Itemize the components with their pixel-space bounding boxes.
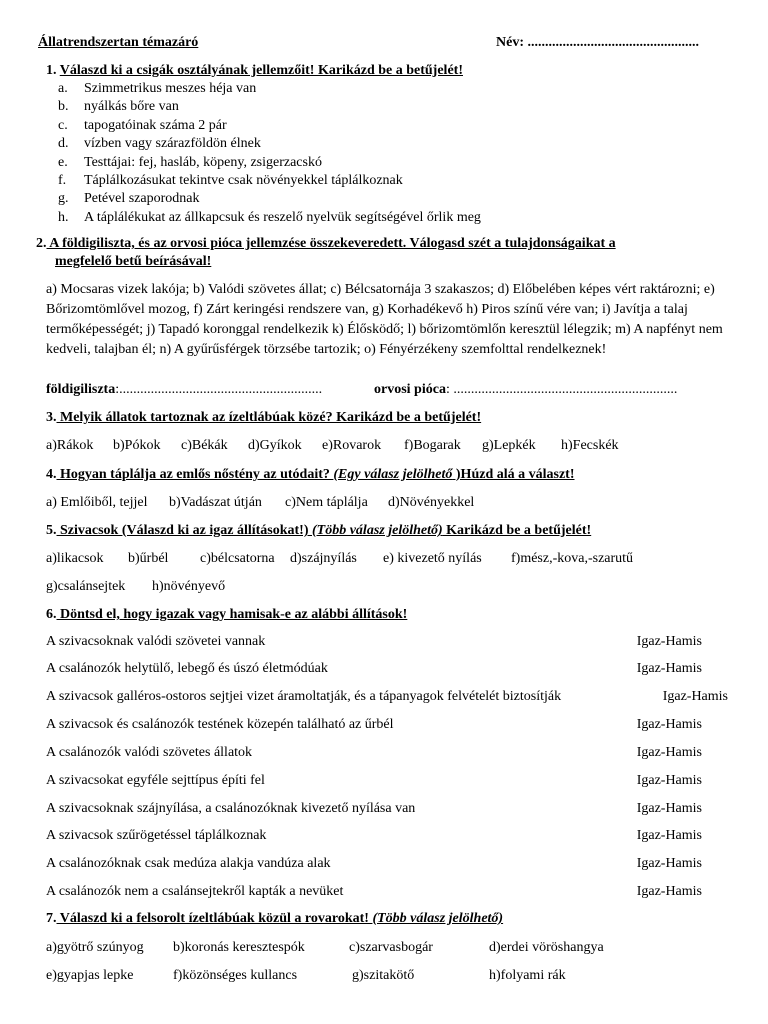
- q3-number: 3.: [46, 410, 57, 425]
- q5-option[interactable]: a)likacsok: [46, 551, 104, 566]
- q2-question-line2: megfelelő betű beírásával!: [55, 254, 212, 269]
- true-false-row: [46, 745, 706, 763]
- q4-question-a: Hogyan táplálja az emlős nőstény az utódait?: [56, 467, 334, 482]
- tf-answer-choice[interactable]: Igaz-Hamis: [636, 884, 702, 899]
- tf-answer-choice[interactable]: Igaz-Hamis: [636, 634, 702, 649]
- q7-option[interactable]: h)folyami rák: [489, 968, 566, 983]
- q5-question-b: (Több válasz jelölhető): [312, 523, 443, 538]
- q1-option-letter: c.: [58, 117, 68, 133]
- q1-heading: [46, 63, 463, 80]
- q4-number: 4.: [46, 467, 57, 482]
- tf-statement: A szivacsok és csalánozók testének közepén található az űrbél: [46, 717, 394, 732]
- q1-option-text: vízben vagy szárazföldön élnek: [84, 136, 261, 152]
- q2-answer-earthworm-label: földigiliszta: [46, 382, 116, 397]
- q3-option[interactable]: e)Rovarok: [322, 438, 382, 453]
- q5-option[interactable]: d)szájnyílás: [290, 551, 357, 566]
- q5-option[interactable]: b)űrbél: [128, 551, 169, 566]
- q2-properties-paragraph: a) Mocsaras vizek lakója; b) Valódi szövetes állat; c) Bélcsatornája 3 szakaszos; d) Előbelében képes vért raktározni; e) Bőrizomtömlővel mozog, f) Zárt keringési rendszere van, g) Korhadékevő h) Piros színű vére van; i) Javítja a talaj termőképességét; j) Tapadó koronggal rendelkezik k) Élősködő; l) bőrizomtömlőn keresztül lélegzik; m) A napfényt nem kedveli, talajban él; n) A gyűrűsférgek törzsébe tartozik; o) Fényérzékeny szemfolttal rendelkeznek!: [46, 282, 723, 357]
- q4-question-b: (Egy válasz jelölhető: [333, 467, 453, 482]
- tf-statement: A csalánozók helytülő, lebegő és úszó életmódúak: [46, 661, 328, 676]
- q1-option[interactable]: [58, 117, 481, 135]
- q4-option[interactable]: d)Növényekkel: [388, 495, 475, 510]
- q1-option-text: Táplálkozásukat tekintve csak növényekkel táplálkoznak: [84, 172, 403, 188]
- tf-answer-choice[interactable]: Igaz-Hamis: [636, 773, 702, 788]
- q7-option[interactable]: a)gyötrő szúnyog: [46, 940, 144, 955]
- q1-option[interactable]: [58, 135, 481, 153]
- q5-heading: [46, 523, 591, 540]
- tf-answer-choice[interactable]: Igaz-Hamis: [636, 745, 702, 760]
- q1-option-letter: g.: [58, 191, 69, 207]
- q1-option-text: Szimmetrikus meszes héja van: [84, 81, 257, 96]
- q2-answer-earthworm[interactable]: [46, 382, 322, 399]
- q1-option[interactable]: [58, 80, 481, 98]
- q1-option-text: tapogatóinak száma 2 pár: [84, 117, 227, 133]
- q4-option[interactable]: b)Vadászat útján: [169, 495, 262, 510]
- q2-answer-earthworm-dots: :..........................................................: [115, 382, 323, 397]
- tf-statement: A szivacsok galléros-ostoros sejtjei vizet áramoltatják, és a tápanyagok felvételét biztosítják: [46, 689, 562, 704]
- q7-option[interactable]: b)koronás keresztespók: [173, 940, 305, 955]
- q6-heading: [46, 607, 407, 624]
- q1-question: Válaszd ki a csigák osztályának jellemzőit! Karikázd be a betűjelét!: [59, 63, 463, 78]
- q2-answer-leech-label: orvosi pióca: [374, 382, 446, 397]
- q1-number: 1.: [46, 63, 57, 78]
- q3-option[interactable]: d)Gyíkok: [248, 438, 302, 453]
- q7-option[interactable]: d)erdei vöröshangya: [489, 940, 604, 955]
- q1-option[interactable]: [58, 172, 481, 190]
- q1-option-letter: f.: [58, 172, 67, 188]
- q3-question: Melyik állatok tartoznak az ízeltlábúak közé? Karikázd be a betűjelét!: [56, 410, 482, 425]
- q7-number: 7.: [46, 911, 57, 926]
- q1-option-letter: a.: [58, 81, 68, 96]
- tf-answer-choice[interactable]: Igaz-Hamis: [636, 661, 702, 676]
- q4-heading: [46, 467, 575, 484]
- q4-option[interactable]: c)Nem táplálja: [285, 495, 368, 510]
- q7-option[interactable]: e)gyapjas lepke: [46, 968, 134, 983]
- q2-heading-line1: [36, 236, 616, 253]
- name-field-label: Név: .................................................: [496, 35, 699, 50]
- q1-option-letter: b.: [58, 99, 69, 115]
- q1-option-text: nyálkás bőre van: [84, 99, 179, 115]
- tf-answer-choice[interactable]: Igaz-Hamis: [636, 717, 702, 732]
- tf-answer-choice[interactable]: Igaz-Hamis: [636, 828, 702, 843]
- q3-option[interactable]: g)Lepkék: [482, 438, 536, 453]
- q3-option[interactable]: f)Bogarak: [404, 438, 461, 453]
- q7-question-b: (Több válasz jelölhető): [372, 911, 504, 926]
- q1-option-letter: d.: [58, 136, 69, 152]
- q5-option[interactable]: c)bélcsatorna: [200, 551, 275, 566]
- q7-heading: [46, 911, 503, 928]
- q4-question-c: )Húzd alá a választ!: [452, 467, 575, 482]
- true-false-row: [46, 634, 706, 652]
- tf-statement: A csalánozók valódi szövetes állatok: [46, 745, 253, 760]
- tf-answer-choice[interactable]: Igaz-Hamis: [636, 856, 702, 871]
- q3-option[interactable]: h)Fecskék: [561, 438, 619, 453]
- q1-option-text: A táplálékukat az állkapcsuk és reszelő nyelvük segítségével őrlik meg: [84, 209, 481, 225]
- true-false-row: [46, 661, 706, 679]
- q2-answer-leech[interactable]: [374, 382, 677, 399]
- q1-option-letter: e.: [58, 154, 68, 170]
- tf-statement: A csalánozóknak csak medúza alakja vandúza alak: [46, 856, 331, 871]
- true-false-row: [46, 717, 706, 735]
- true-false-row: [46, 773, 706, 791]
- tf-statement: A szivacsokat egyféle sejttípus építi fel: [46, 773, 265, 788]
- q1-option-text: Testtájai: fej, hasláb, köpeny, zsigerzacskó: [84, 154, 322, 170]
- q5-option[interactable]: h)növényevő: [152, 579, 226, 594]
- tf-statement: A szivacsoknak valódi szövetei vannak: [46, 634, 266, 649]
- tf-statement: A szivacsoknak szájnyílása, a csalánozóknak kivezető nyílása van: [46, 801, 416, 816]
- q1-option-letter: h.: [58, 209, 69, 225]
- q5-number: 5.: [46, 523, 57, 538]
- q7-question-a: Válaszd ki a felsorolt ízeltlábúak közül a rovarokat!: [56, 911, 373, 926]
- q6-number: 6.: [46, 607, 57, 622]
- q6-question: Döntsd el, hogy igazak vagy hamisak-e az alábbi állítások!: [56, 607, 408, 622]
- q1-option[interactable]: [58, 190, 481, 208]
- true-false-row: [46, 856, 706, 874]
- worksheet-title: Állatrendszertan témazáró: [38, 35, 199, 50]
- q3-option[interactable]: a)Rákok: [46, 438, 94, 453]
- q5-question-c: Karikázd be a betűjelét!: [442, 523, 592, 538]
- tf-statement: A szivacsok szűrögetéssel táplálkoznak: [46, 828, 267, 843]
- true-false-row: [46, 828, 706, 846]
- q2-number: 2.: [36, 236, 47, 251]
- q3-option[interactable]: b)Pókok: [113, 438, 161, 453]
- tf-answer-choice[interactable]: Igaz-Hamis: [662, 689, 728, 704]
- q5-option[interactable]: f)mész,-kova,-szarutű: [511, 551, 634, 566]
- q7-option[interactable]: g)szitakötő: [352, 968, 415, 983]
- true-false-row: [46, 884, 706, 902]
- q4-option[interactable]: a) Emlőiből, tejjel: [46, 495, 148, 510]
- q5-option[interactable]: e) kivezető nyílás: [383, 551, 482, 566]
- q3-heading: [46, 410, 481, 427]
- q5-option[interactable]: g)csalánsejtek: [46, 579, 126, 594]
- true-false-row: [46, 689, 732, 707]
- q7-option[interactable]: f)közönséges kullancs: [173, 968, 298, 983]
- q2-answer-leech-dots: : ................................................................: [445, 382, 678, 397]
- q1-options-list: [58, 80, 481, 227]
- tf-statement: A csalánozók nem a csalánsejtekről kapták a nevüket: [46, 884, 344, 899]
- q1-option-text: Petével szaporodnak: [84, 191, 200, 207]
- q5-question-a: Szivacsok (Válaszd ki az igaz állításokat!): [56, 523, 312, 538]
- q3-option[interactable]: c)Békák: [181, 438, 228, 453]
- q2-question-line1: A földigiliszta, és az orvosi pióca jellemzése összekeveredett. Válogasd szét a tulajdonságaikat a: [46, 236, 616, 251]
- q1-option[interactable]: [58, 209, 481, 227]
- tf-answer-choice[interactable]: Igaz-Hamis: [636, 801, 702, 816]
- true-false-row: [46, 801, 706, 819]
- q1-option[interactable]: [58, 154, 481, 172]
- q7-option[interactable]: c)szarvasbogár: [349, 940, 433, 955]
- q1-option[interactable]: [58, 98, 481, 116]
